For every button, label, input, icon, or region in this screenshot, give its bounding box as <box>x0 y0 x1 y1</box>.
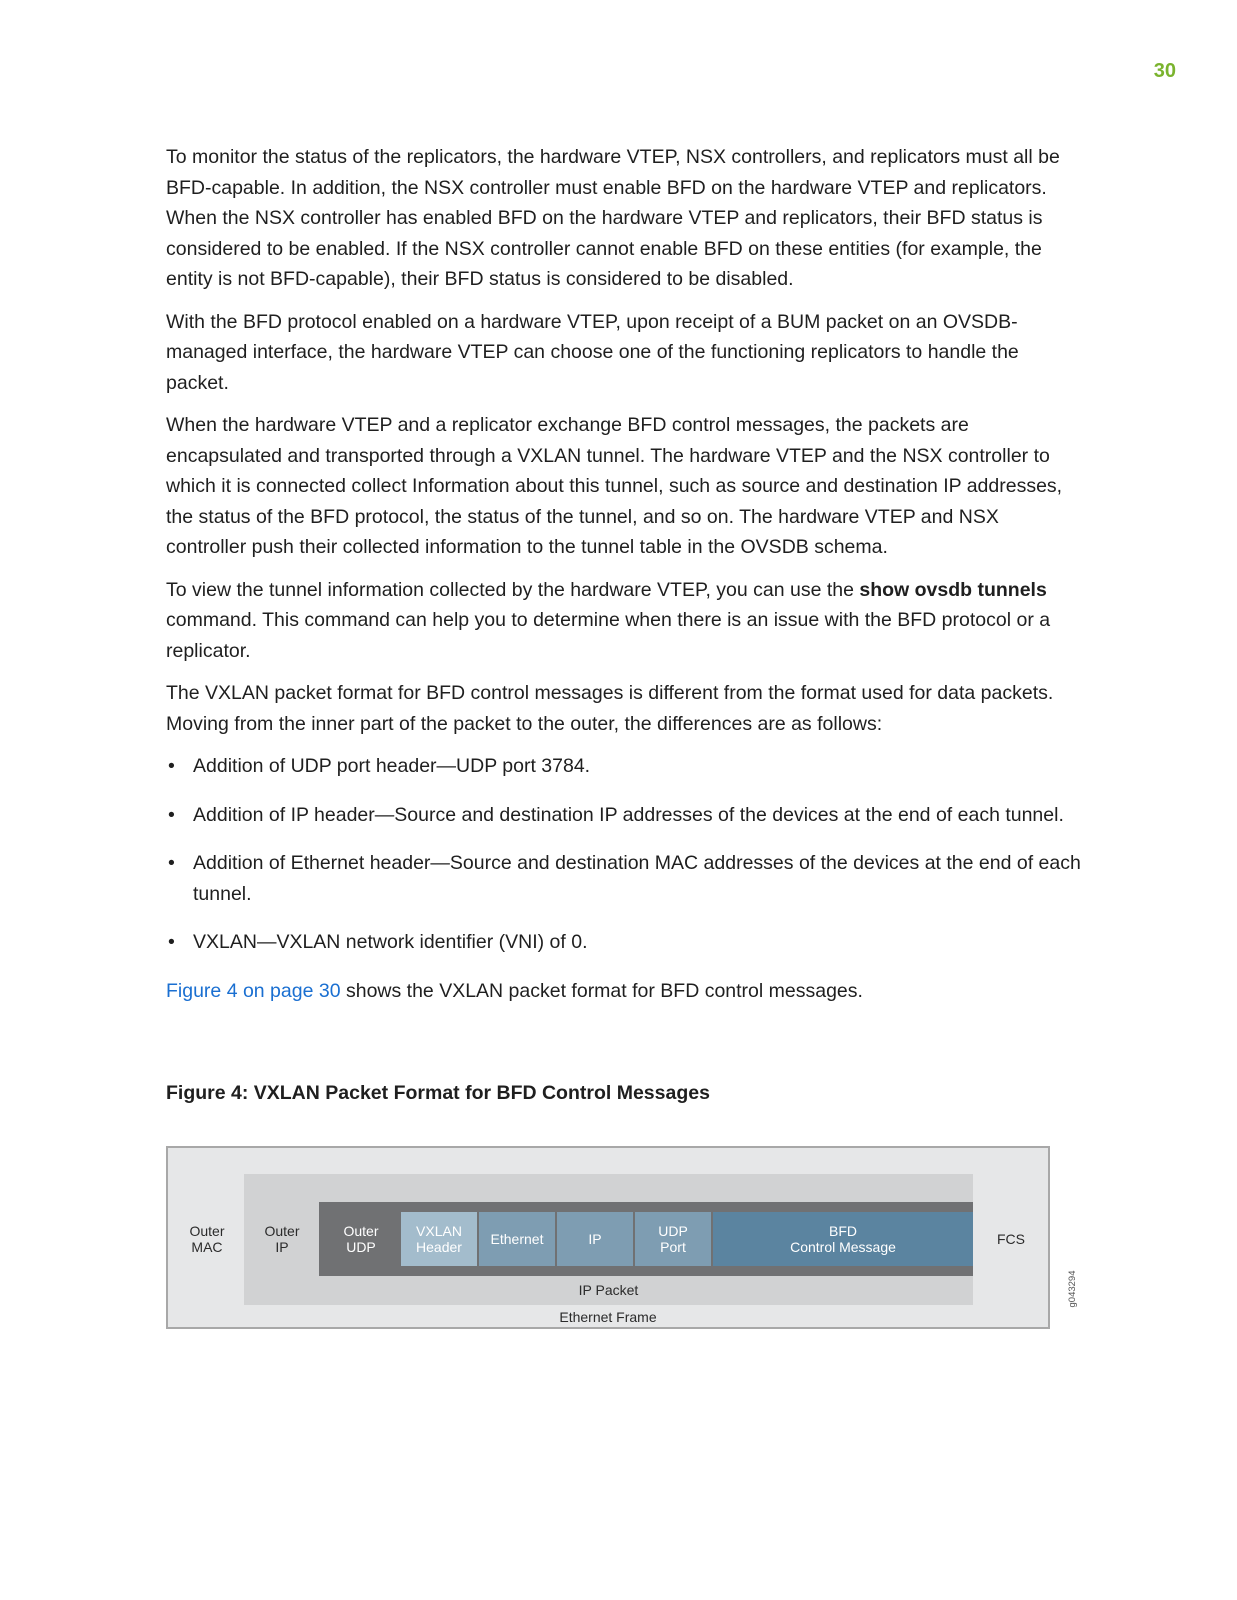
paragraph-text: command. This command can help you to determine when there is an issue with the BFD protocol or a replicator. <box>166 609 1051 662</box>
inner-ip-field: IP <box>557 1212 633 1266</box>
packet-format-diagram <box>166 1146 1050 1329</box>
ethernet-frame-label: Ethernet Frame <box>559 1309 657 1325</box>
list-item-text: VXLAN—VXLAN network identifier (VNI) of 0. <box>193 931 588 953</box>
paragraph-bfd-capable: To monitor the status of the replicators, the hardware VTEP, NSX controllers, and replicators must all be BFD-capable. In addition, the NSX controller must enable BFD on the hardware VTEP and replicators. When the NSX controller has enabled BFD on the hardware VTEP and replicators, their BFD status is considered to be enabled. If the NSX controller cannot enable BFD on these entities (for example, the entity is not BFD-capable), their BFD status is considered to be disabled. <box>166 146 1060 290</box>
outer-ip-field: Outer IP <box>264 1223 300 1255</box>
list-item <box>166 848 1081 909</box>
udp-port-field: UDP Port <box>635 1212 711 1266</box>
paragraph-tunnel-exchange: When the hardware VTEP and a replicator exchange BFD control messages, the packets are encapsulated and transported through a VXLAN tunnel. The hardware VTEP and the NSX controller to which it is connected collect Information about this tunnel, such as source and destination IP addresses, the status of the BFD protocol, the status of the tunnel, and so on. The hardware VTEP and NSX controller push their collected information to the tunnel table in the OVSDB schema. <box>166 414 1063 558</box>
outer-udp-field: Outer UDP <box>343 1223 379 1255</box>
command-name: show ovsdb tunnels <box>859 578 1047 601</box>
figure-title: Figure 4: VXLAN Packet Format for BFD Control Messages <box>166 1082 710 1104</box>
list-item <box>166 800 1081 831</box>
vxlan-header-field: VXLAN Header <box>401 1212 477 1266</box>
bullet-icon: • <box>168 755 175 777</box>
inner-ethernet-field: Ethernet <box>479 1212 555 1266</box>
page-number: 30 <box>1153 60 1176 82</box>
list-item <box>166 927 1081 958</box>
list-item-text: Addition of UDP port header—UDP port 3784. <box>193 755 591 777</box>
list-item-text: Addition of Ethernet header—Source and destination MAC addresses of the devices at the end of each tunnel. <box>193 852 1081 905</box>
bfd-control-message-field: BFD Control Message <box>713 1212 973 1266</box>
bullet-icon: • <box>168 803 175 826</box>
bullet-icon: • <box>168 931 175 953</box>
outer-mac-field: Outer MAC <box>189 1223 225 1255</box>
figure-link[interactable]: Figure 4 on page 30 <box>166 979 341 1002</box>
paragraph-show-command <box>166 575 1081 667</box>
paragraph-bfd-enabled: With the BFD protocol enabled on a hardware VTEP, upon receipt of a BUM packet on an OVSDB-managed interface, the hardware VTEP can choose one of the functioning replicators to handle the packet. <box>166 310 1019 394</box>
paragraph-text: To view the tunnel information collected by the hardware VTEP, you can use the <box>166 578 860 601</box>
paragraph-packet-format: The VXLAN packet format for BFD control messages is different from the format used for data packets. Moving from the inner part of the packet to the outer, the differences are as follows: <box>166 682 1054 735</box>
main-content <box>166 142 1081 1018</box>
differences-list <box>166 751 1081 958</box>
bullet-icon: • <box>168 852 175 874</box>
paragraph-text: shows the VXLAN packet format for BFD control messages. <box>340 979 863 1002</box>
list-item-text: Addition of IP header—Source and destination IP addresses of the devices at the end of each tunnel. <box>193 803 1064 826</box>
list-item <box>166 751 1081 782</box>
figure-reference-paragraph <box>166 976 1081 1007</box>
fcs-field: FCS <box>997 1231 1025 1247</box>
ip-packet-label: IP Packet <box>578 1282 639 1298</box>
figure-code: g043294 <box>1067 1270 1078 1308</box>
